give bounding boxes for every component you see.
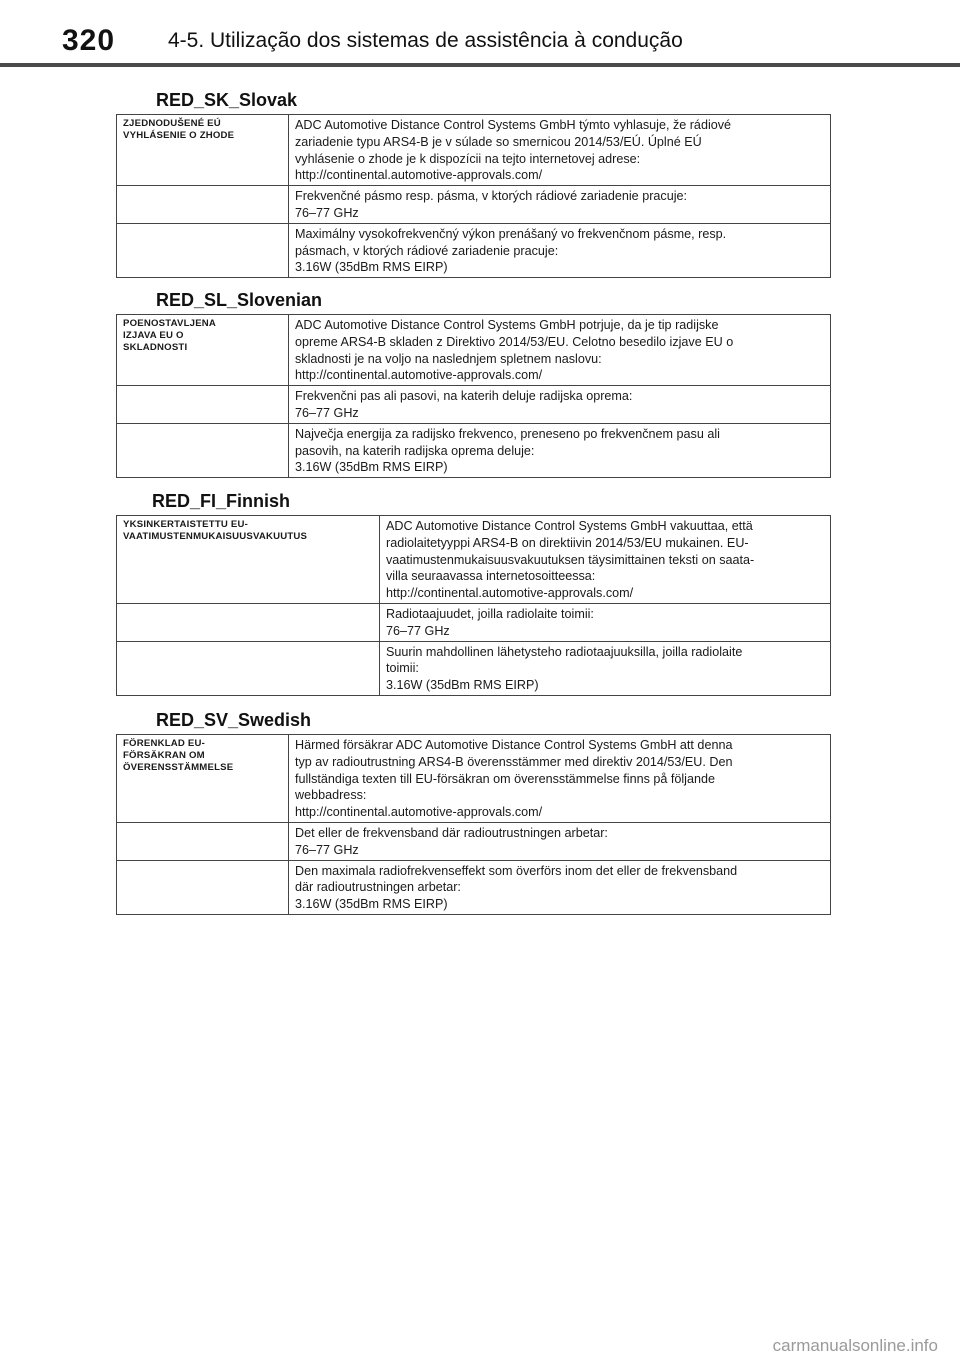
url-text: http://continental.automotive-approvals.com/: [295, 368, 543, 383]
declaration-label: POENOSTAVLJENA IZJAVA EU O SKLADNOSTI: [117, 315, 289, 386]
declaration-table: [116, 734, 831, 915]
table-row: [117, 860, 831, 914]
empty-cell: [117, 186, 289, 224]
section-title: RED_FI_Finnish: [152, 491, 291, 511]
max-power-text: Den maximala radiofrekvenseffekt som överförs inom det eller de frekvensband där radioutrustningen arbetar: 3.16W (35dBm RMS EIRP): [289, 860, 831, 914]
empty-cell: [117, 603, 380, 641]
table-row: [117, 186, 831, 224]
table-row: [117, 641, 831, 695]
header-divider: [0, 63, 960, 67]
max-power-text: Suurin mahdollinen lähetysteho radiotaajuuksilla, joilla radiolaite toimii: 3.16W (35dBm RMS EIRP): [380, 641, 831, 695]
declaration-label: FÖRENKLAD EU- FÖRSÄKRAN OM ÖVERENSSTÄMMELSE: [117, 735, 289, 823]
table-row: [117, 115, 831, 186]
declaration-text: ADC Automotive Distance Control Systems GmbH vakuuttaa, että radiolaitetyyppi ARS4-B on direktiivin 2014/53/EU mukainen. EU- vaatimustenmukaisuusvakuutuksen täysimittainen teksti on saata- villa seuraavassa internetosoitteessa: http://continental.automotive-approvals.com/: [380, 516, 831, 604]
frequency-band-text: Frekvenčni pas ali pasovi, na katerih deluje radijska oprema: 76–77 GHz: [289, 386, 831, 424]
table-row: [117, 386, 831, 424]
section-slovenian: [116, 289, 830, 478]
max-power-text: Največja energija za radijsko frekvenco, preneseno po frekvenčnem pasu ali pasovih, na katerih radijska oprema deluje: 3.16W (35dBm RMS EIRP): [289, 423, 831, 477]
empty-cell: [117, 423, 289, 477]
url-text: http://continental.automotive-approvals.com/: [295, 168, 543, 183]
section-title: RED_SV_Swedish: [156, 710, 312, 730]
declaration-text: Härmed försäkrar ADC Automotive Distance Control Systems GmbH att denna typ av radioutrustning ARS4-B överensstämmer med direktiv 2014/53/EU. Den fullständiga texten till EU-försäkran om överensstämmelse finns på följande webbadress: http://continental.automotive-approvals.com/: [289, 735, 831, 823]
declaration-label: ZJEDNODUŠENÉ EÚ VYHLÁSENIE O ZHODE: [117, 115, 289, 186]
frequency-band-text: Det eller de frekvensband där radioutrustningen arbetar: 76–77 GHz: [289, 822, 831, 860]
table-row: [117, 315, 831, 386]
watermark: carmanualsonline.info: [772, 1336, 938, 1355]
table-row: [117, 603, 831, 641]
url-text: http://continental.automotive-approvals.com/: [295, 805, 543, 820]
empty-cell: [117, 860, 289, 914]
empty-cell: [117, 386, 289, 424]
section-swedish: [116, 709, 830, 915]
empty-cell: [117, 223, 289, 277]
table-row: [117, 735, 831, 823]
frequency-band-text: Frekvenčné pásmo resp. pásma, v ktorých rádiové zariadenie pracuje: 76–77 GHz: [289, 186, 831, 224]
table-row: [117, 822, 831, 860]
page-header: [0, 0, 960, 68]
section-title: RED_SL_Slovenian: [156, 290, 323, 310]
declaration-table: [116, 114, 831, 278]
chapter-title: 4-5. Utilização dos sistemas de assistência à condução: [168, 29, 683, 52]
section-slovak: [116, 89, 830, 278]
section-finnish: [116, 490, 830, 696]
frequency-band-text: Radiotaajuudet, joilla radiolaite toimii: 76–77 GHz: [380, 603, 831, 641]
table-row: [117, 223, 831, 277]
max-power-text: Maximálny vysokofrekvenčný výkon prenášaný vo frekvenčnom pásme, resp. pásmach, v ktorých rádiové zariadenie pracuje: 3.16W (35dBm RMS EIRP): [289, 223, 831, 277]
declaration-table: [116, 314, 831, 478]
declaration-text: ADC Automotive Distance Control Systems GmbH potrjuje, da je tip radijske opreme ARS4-B skladen z Direktivo 2014/53/EU. Celotno besedilo izjave EU o skladnosti je na voljo na naslednjem spletnem naslovu: http://continental.automotive-approvals.com/: [289, 315, 831, 386]
section-title: RED_SK_Slovak: [156, 90, 298, 110]
page-number: 320: [62, 24, 116, 57]
empty-cell: [117, 641, 380, 695]
declaration-text: ADC Automotive Distance Control Systems GmbH týmto vyhlasuje, že rádiové zariadenie typu ARS4-B je v súlade so smernicou 2014/53/EÚ. Úplné EÚ vyhlásenie o zhode je k dispozícii na tejto internetovej adrese: http://continental.automotive-approvals.com/: [289, 115, 831, 186]
declaration-table: [116, 515, 831, 696]
empty-cell: [117, 822, 289, 860]
table-row: [117, 516, 831, 604]
declaration-label: YKSINKERTAISTETTU EU- VAATIMUSTENMUKAISUUSVAKUUTUS: [117, 516, 380, 604]
url-text: http://continental.automotive-approvals.com/: [386, 586, 634, 601]
table-row: [117, 423, 831, 477]
